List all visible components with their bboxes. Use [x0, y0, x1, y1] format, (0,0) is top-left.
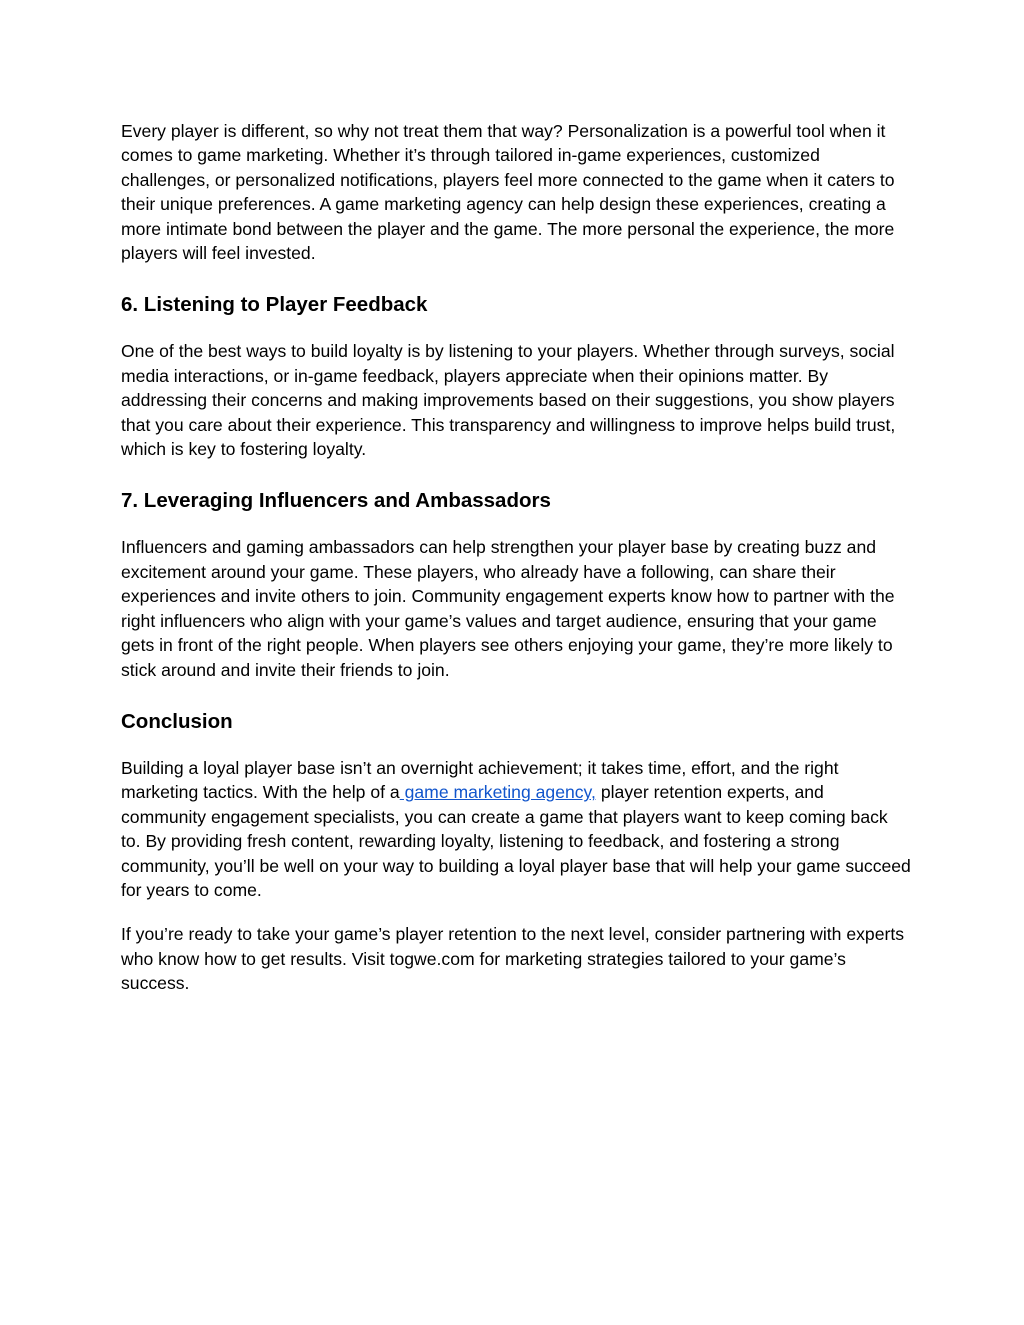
- conclusion-paragraph-2: If you’re ready to take your game’s player retention to the next level, consider partnering with experts who know how to get results. Visit togwe.com for marketing strategies tailored to your game’s success.: [121, 924, 905, 994]
- conclusion-heading: Conclusion: [121, 709, 233, 733]
- section-7-paragraph: Influencers and gaming ambassadors can help strengthen your player base by creating buzz and excitement around your game. These players, who already have a following, can share their experiences and invite others to join. Community engagement experts know how to partner with the right influencers who align with your game’s values and target audience, ensuring that your game gets in front of the right people. When players see others enjoying your game, they’re more likely to stick around and invite their friends to join.: [121, 537, 895, 680]
- section-6-heading: 6. Listening to Player Feedback: [121, 293, 428, 317]
- game-marketing-agency-link[interactable]: game marketing agency,: [399, 782, 596, 803]
- document-page: [121, 119, 911, 996]
- conclusion-paragraph-1: [121, 756, 911, 902]
- section-6-paragraph: One of the best ways to build loyalty is by listening to your players. Whether through surveys, social media interactions, or in-game feedback, players appreciate when their opinions matter. By addressing their concerns and making improvements based on their suggestions, you show players that you care about their experience. This transparency and willingness to improve helps build trust, which is key to fostering loyalty.: [121, 341, 896, 460]
- conclusion-text-after-link: player retention experts, and community engagement specialists, you can create a game that players want to keep coming back to. By providing fresh content, rewarding loyalty, listening to feedback, and fostering a strong community, you’ll be well on your way to building a loyal player base that will help your game succeed for years to come.: [121, 782, 911, 900]
- conclusion-text-before-link: Building a loyal player base isn’t an overnight achievement; it takes time, effort, and the right marketing tactics. With the help of a: [121, 757, 839, 803]
- intro-paragraph: Every player is different, so why not treat them that way? Personalization is a powerful tool when it comes to game marketing. Whether it’s through tailored in-game experiences, customized challenges, or personalized notifications, players feel more connected to the game when it caters to their unique preferences. A game marketing agency can help design these experiences, creating a more intimate bond between the player and the game. The more personal the experience, the more players will feel invested.: [121, 121, 895, 264]
- section-7-heading: 7. Leveraging Influencers and Ambassadors: [121, 489, 551, 513]
